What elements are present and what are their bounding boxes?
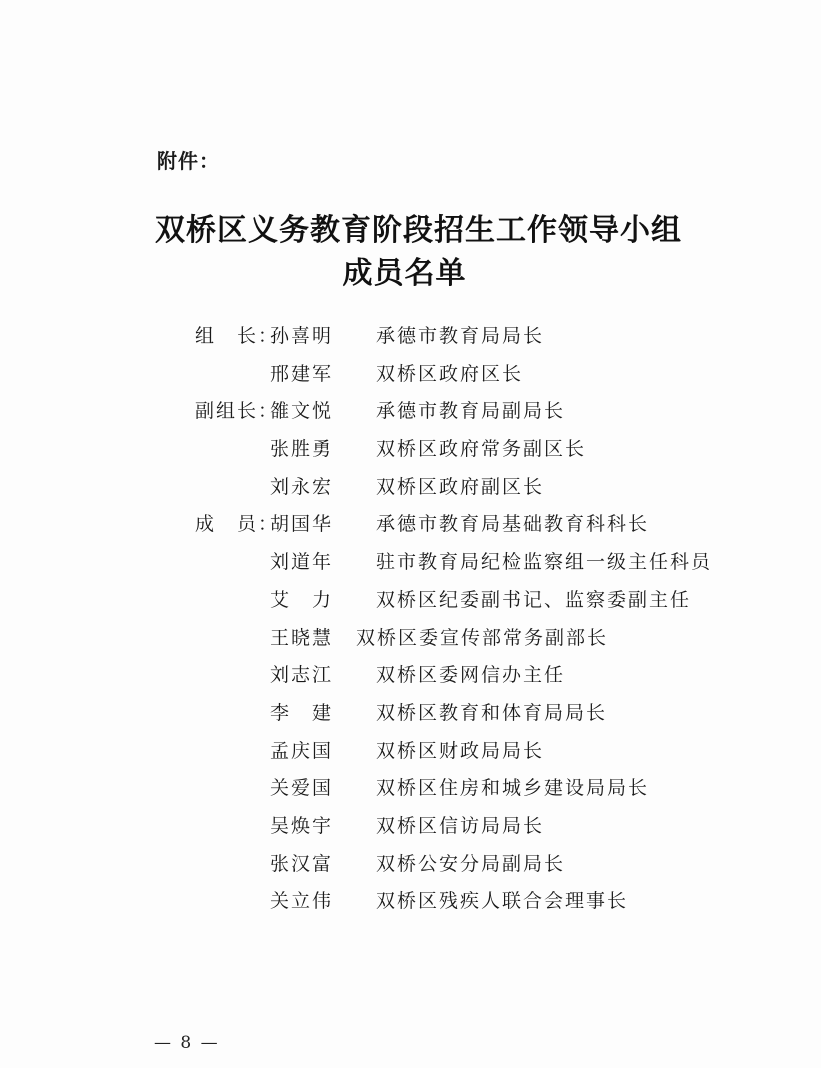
roster-name: 邢建军 [270, 362, 334, 385]
member-roster [0, 318, 821, 921]
roster-name: 关爱国 [270, 777, 334, 800]
roster-position: 承德市教育局局长 [376, 325, 545, 347]
roster-name: 艾 力 [270, 588, 334, 611]
roster-position: 双桥区政府副区长 [376, 475, 545, 498]
roster-position: 双桥区信访局局长 [376, 814, 545, 837]
roster-position: 双桥区纪委副书记、监察委副主任 [376, 588, 692, 611]
roster-row [0, 883, 821, 921]
roster-row [0, 431, 821, 469]
roster-name: 孙喜明 [270, 325, 334, 347]
roster-position: 驻市教育局纪检监察组一级主任科员 [376, 551, 713, 574]
roster-name: 胡国华 [270, 513, 334, 536]
roster-name: 关立伟 [270, 890, 334, 913]
roster-row [0, 620, 821, 658]
roster-name: 刘永宏 [270, 475, 334, 498]
roster-row [0, 544, 821, 582]
roster-name: 李 建 [270, 701, 334, 724]
roster-position: 承德市教育局副局长 [376, 400, 566, 423]
page-number: — 8 — [154, 1033, 220, 1053]
roster-row [0, 657, 821, 695]
roster-row [0, 506, 821, 544]
roster-name: 张胜勇 [270, 438, 334, 461]
roster-row [0, 808, 821, 846]
roster-name: 刘志江 [270, 664, 334, 687]
roster-position: 双桥区委网信办主任 [376, 664, 566, 687]
roster-name: 孟庆国 [270, 739, 334, 762]
roster-role: 成 员： [195, 513, 280, 536]
roster-position: 双桥区委宣传部常务副部长 [356, 626, 609, 649]
roster-position: 双桥区教育和体育局局长 [376, 701, 608, 724]
roster-row [0, 846, 821, 884]
roster-position: 双桥公安分局副局长 [376, 852, 566, 875]
roster-name: 王晓慧 [270, 626, 334, 649]
roster-position: 双桥区财政局局长 [376, 739, 545, 762]
roster-position: 双桥区残疾人联合会理事长 [376, 890, 629, 913]
attachment-label: 附件： [157, 149, 220, 173]
roster-name: 刘道年 [270, 551, 334, 574]
roster-row [0, 469, 821, 507]
document-title-line-1: 双桥区义务教育阶段招生工作领导小组 [155, 213, 682, 248]
roster-row [0, 393, 821, 431]
roster-row [0, 356, 821, 394]
roster-position: 承德市教育局基础教育科科长 [376, 513, 650, 536]
roster-row [0, 318, 821, 356]
roster-role: 组 长： [195, 325, 280, 347]
roster-name: 雒文悦 [270, 400, 334, 423]
roster-row [0, 582, 821, 620]
roster-row [0, 733, 821, 771]
roster-row [0, 695, 821, 733]
roster-position: 双桥区政府常务副区长 [376, 438, 587, 461]
roster-position: 双桥区住房和城乡建设局局长 [376, 777, 650, 800]
roster-name: 张汉富 [270, 852, 334, 875]
document-title-line-2: 成员名单 [342, 256, 467, 291]
roster-role: 副组长： [195, 400, 280, 423]
roster-name: 吴焕宇 [270, 814, 334, 837]
roster-position: 双桥区政府区长 [376, 362, 524, 385]
roster-row [0, 770, 821, 808]
